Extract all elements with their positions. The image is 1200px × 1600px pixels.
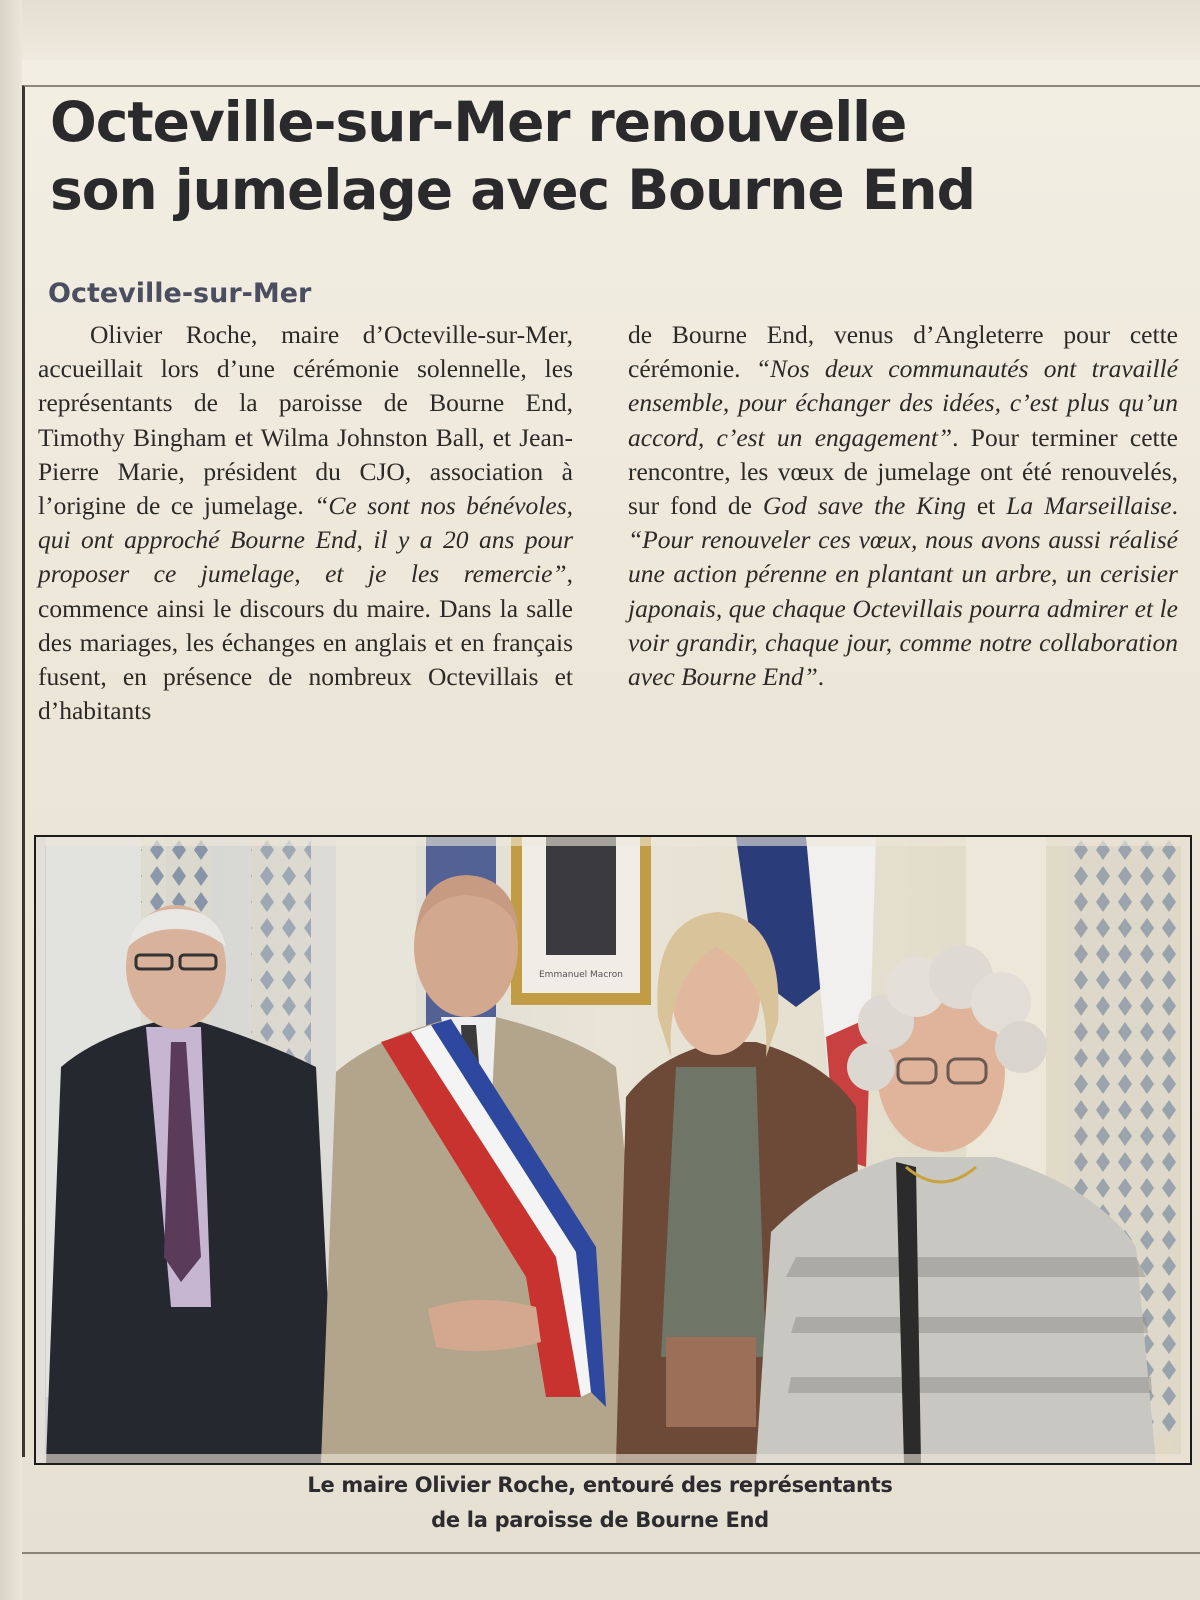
quote-run: “Ce sont nos bénévoles, qui ont approché Bourne End, il y a 20 ans pour proposer ce jumelage, et je les remercie” <box>38 491 573 589</box>
text-run: de Bourne End, venus d’Angleterre pour cette cérémonie. <box>628 320 1178 384</box>
headline-line-2: son jumelage avec Bourne End <box>50 158 975 222</box>
text-run: Olivier Roche, maire d’Octeville-sur-Mer, accueillait lors d’une cérémonie solennelle, les représentants de la paroisse de Bourne End, Timothy Bingham et Wilma Johnston Ball, et Jean-Pierre Marie, président du CJO, association à l’origine de ce jumelage. <box>38 320 573 521</box>
text-run: et <box>965 491 1007 521</box>
portrait-frame <box>511 837 651 1005</box>
headline <box>50 88 1050 224</box>
photo-caption <box>0 1468 1200 1538</box>
text-run: . <box>817 662 825 692</box>
text-run: , commence ainsi le discours du maire. Dans la salle des mariages, les échanges en anglais et en français fusent, en présence de nombreux Octevillais et d’habitants <box>38 559 573 726</box>
quote-run: La Marseillaise <box>1006 491 1172 521</box>
group-photo <box>34 835 1192 1465</box>
article-column-left <box>38 318 573 728</box>
portrait-plate: Emmanuel Macron <box>539 970 623 980</box>
group-photo-illustration <box>36 837 1190 1463</box>
page-edge <box>0 0 22 1600</box>
bottom-rule <box>22 1552 1200 1554</box>
text-run: . <box>1171 491 1178 521</box>
dateline: Octeville-sur-Mer <box>48 278 312 309</box>
quote-run: “Nos deux communautés ont travaillé ensemble, pour échanger des idées, c’est plus qu’un accord, c’est un engagement” <box>628 354 1178 452</box>
headline-line-1: Octeville-sur-Mer renouvelle <box>50 90 907 154</box>
paragraph-left <box>38 318 573 728</box>
page-top-band <box>0 0 1200 60</box>
quote-run: “Pour renouveler ces vœux, nous avons aussi réalisé une action pérenne en plantant un arbre, un cerisier japonais, que chaque Octevillais pourra admirer et le voir grandir, chaque jour, comme notre collaboration avec Bourne End” <box>628 525 1178 692</box>
caption-line-1: Le maire Olivier Roche, entouré des représentants <box>307 1473 893 1497</box>
paragraph-right <box>628 318 1178 694</box>
text-run: . Pour terminer cette rencontre, les vœux de jumelage ont été renouvelés, sur fond de <box>628 422 1178 521</box>
caption-line-2: de la paroisse de Bourne End <box>431 1508 769 1532</box>
article-column-right <box>628 318 1178 694</box>
quote-run: God save the King <box>762 491 966 521</box>
